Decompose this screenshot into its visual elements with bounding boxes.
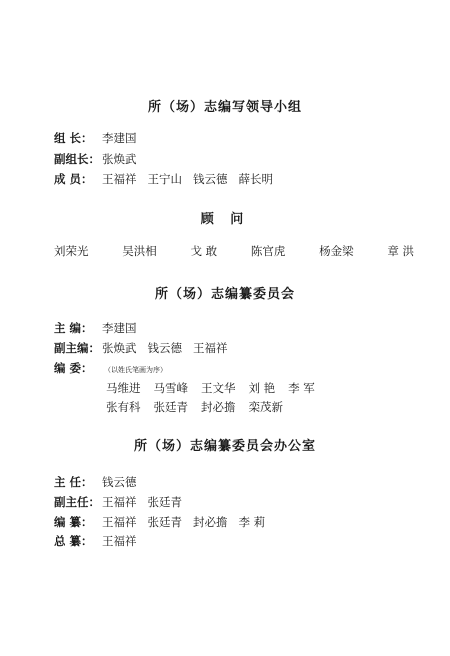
person-name: 戈 敢	[190, 244, 218, 258]
chief-editor-row	[54, 320, 148, 336]
chief-compiler-names	[102, 533, 148, 549]
chief-editor-names	[102, 320, 148, 336]
person-name: 王福祥	[102, 495, 137, 509]
committee-members-row	[54, 360, 167, 376]
person-name: 章 洪	[387, 244, 414, 258]
person-name: 陈官虎	[250, 244, 286, 258]
person-name: 吴洪相	[122, 244, 157, 258]
person-name: 封必擔	[193, 515, 228, 529]
committee-members-line-2	[106, 399, 296, 415]
row-label: 组 长：	[54, 131, 93, 145]
members-row	[54, 171, 284, 187]
person-name: 钱云德	[102, 475, 137, 489]
advisors-title: 顾 问	[200, 212, 250, 227]
person-name: 张焕武	[102, 341, 137, 355]
person-name: 张廷青	[147, 515, 182, 529]
compilers-row	[54, 514, 276, 530]
chief-compiler-row	[54, 533, 148, 549]
person-name: 张焕武	[102, 152, 137, 166]
person-name: 王宁山	[147, 172, 182, 186]
row-label: 主 任：	[54, 475, 93, 489]
leader-row	[54, 130, 148, 146]
person-name: 钱云德	[193, 172, 228, 186]
editorial-office-title: 所（场）志编纂委员会办公室	[133, 439, 316, 454]
person-name: 李建国	[102, 131, 137, 145]
committee-members-line-1	[106, 380, 328, 396]
person-name: 李 莉	[238, 515, 266, 529]
row-label: 副主编：	[54, 341, 100, 355]
deputy-editor-row	[54, 340, 239, 356]
person-name: 封必擔	[201, 400, 236, 414]
director-row	[54, 474, 148, 490]
deputy-leader-row	[54, 151, 148, 167]
person-name: 张有科	[106, 400, 141, 414]
person-name: 马维进	[106, 381, 141, 395]
member-names	[102, 171, 284, 187]
row-label: 编 纂：	[54, 515, 93, 529]
deputy-editor-names	[102, 340, 239, 356]
person-name: 栾茂新	[248, 400, 283, 414]
leader-names	[102, 130, 148, 146]
person-name: 王福祥	[102, 534, 137, 548]
ordering-note: （以姓氏笔画为序）	[104, 366, 167, 374]
deputy-director-names	[102, 494, 193, 510]
deputy-director-row	[54, 494, 193, 510]
person-name: 杨金梁	[319, 244, 354, 258]
person-name: 张廷青	[147, 495, 182, 509]
row-label: 副组长：	[54, 152, 100, 166]
director-names	[102, 474, 148, 490]
person-name: 张廷青	[153, 400, 188, 414]
person-name: 李 军	[288, 381, 315, 395]
row-label: 编 委：	[54, 361, 93, 375]
person-name: 王文华	[201, 381, 236, 395]
person-name: 王福祥	[102, 172, 137, 186]
person-name: 王福祥	[102, 515, 137, 529]
person-name: 刘荣光	[54, 244, 89, 258]
advisor-names	[54, 243, 414, 259]
row-label: 成 员：	[54, 172, 93, 186]
leading-group-title: 所（场）志编写领导小组	[147, 100, 302, 115]
compiler-names	[102, 514, 276, 530]
row-label: 主 编：	[54, 321, 93, 335]
person-name: 马雪峰	[153, 381, 188, 395]
editorial-committee-title: 所（场）志编纂委员会	[154, 287, 295, 302]
person-name: 钱云德	[147, 341, 182, 355]
person-name: 刘 艳	[248, 381, 276, 395]
row-label: 总 纂：	[54, 534, 93, 548]
person-name: 李建国	[102, 321, 137, 335]
deputy-leader-names	[102, 151, 148, 167]
person-name: 王福祥	[193, 341, 228, 355]
row-label: 副主任：	[54, 495, 100, 509]
person-name: 薛长明	[238, 172, 273, 186]
